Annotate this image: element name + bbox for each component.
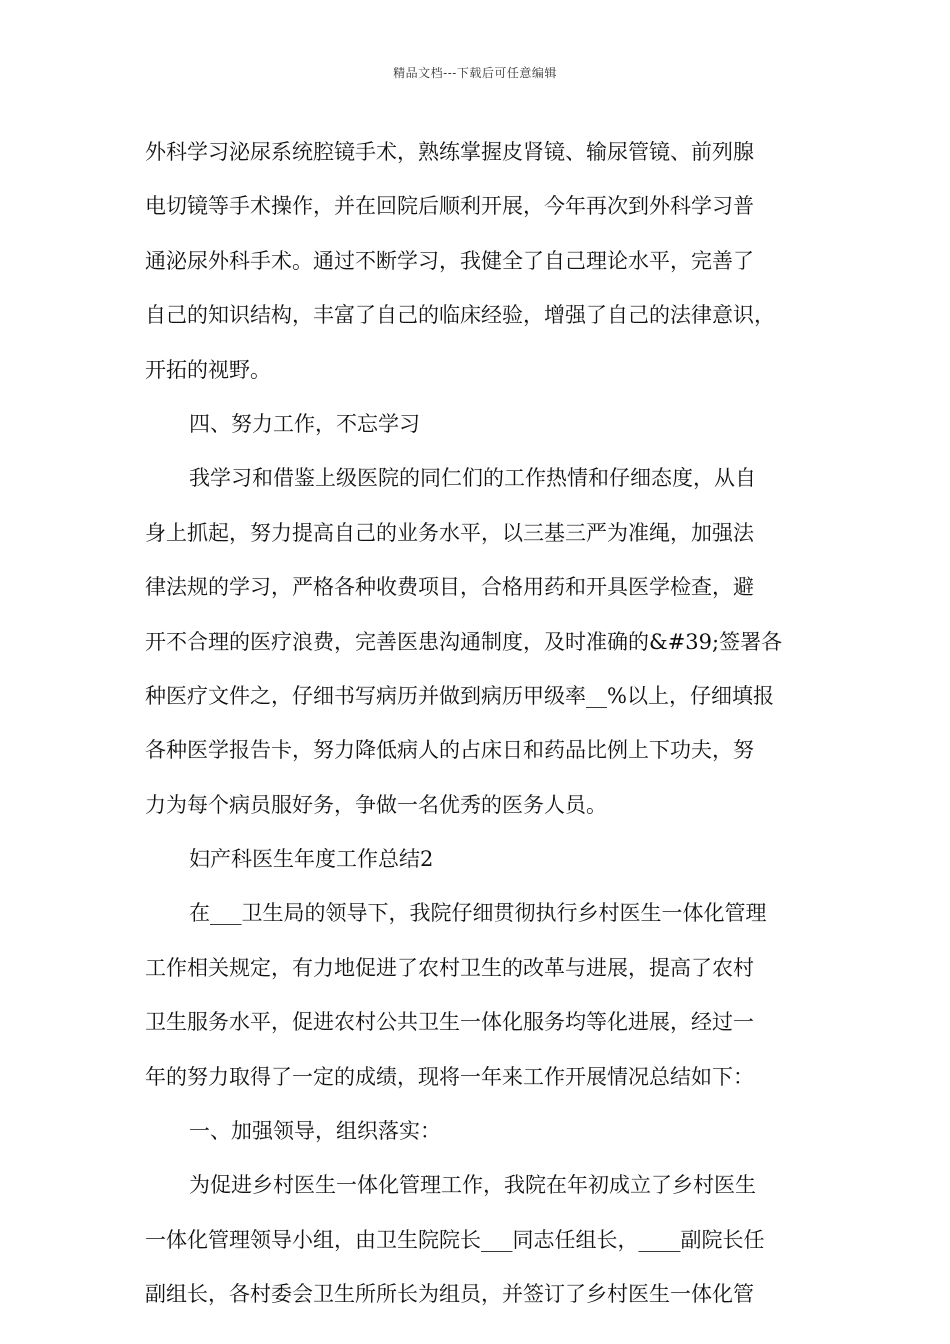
paragraph-line: 开拓的视野。 [145, 357, 271, 382]
paragraph-line: 身上抓起，努力提高自己的业务水平，以三基三严为准绳，加强法 [145, 520, 754, 545]
paragraph-line: 在___卫生局的领导下，我院仔细贯彻执行乡村医生一体化管理 [189, 901, 767, 926]
paragraph-line: 力为每个病员服好务，争做一名优秀的医务人员。 [145, 792, 607, 817]
paragraph-line: 副组长，各村委会卫生所所长为组员，并签订了乡村医生一体化管 [145, 1282, 754, 1307]
paragraph-line: 外科学习泌尿系统腔镜手术，熟练掌握皮肾镜、输尿管镜、前列腺 [145, 140, 754, 164]
page-header: 精品文档---下载后可任意编辑 [393, 66, 557, 80]
section-heading: 一、加强领导，组织落实： [189, 1119, 441, 1144]
paragraph-line: 为促进乡村医生一体化管理工作，我院在年初成立了乡村医生 [189, 1173, 756, 1198]
paragraph-line: 通泌尿外科手术。通过不断学习，我健全了自己理论水平，完善了 [145, 248, 754, 273]
paragraph-line: 电切镜等手术操作，并在回院后顺利开展，今年再次到外科学习普 [145, 194, 754, 219]
paragraph-line: 卫生服务水平，促进农村公共卫生一体化服务均等化进展，经过一 [145, 1010, 754, 1035]
paragraph-line: 律法规的学习，严格各种收费项目，合格用药和开具医学检查，避 [145, 575, 754, 600]
document-body [145, 129, 825, 1326]
paragraph-line: 工作相关规定，有力地促进了农村卫生的改革与进展，提高了农村 [145, 955, 754, 980]
paragraph-line: 一体化管理领导小组，由卫生院院长___同志任组长，____副院长任 [145, 1227, 765, 1252]
section-heading: 四、努力工作，不忘学习 [189, 411, 420, 436]
paragraph-line: 各种医学报告卡，努力降低病人的占床日和药品比例上下功夫，努 [145, 738, 754, 763]
paragraph-line: 种医疗文件之，仔细书写病历并做到病历甲级率__%以上，仔细填报 [145, 683, 774, 708]
paragraph-line: 自己的知识结构，丰富了自己的临床经验，增强了自己的法律意识， [145, 303, 775, 328]
paragraph-line: 我学习和借鉴上级医院的同仁们的工作热情和仔细态度，从自 [189, 466, 756, 491]
paragraph-line: 开不合理的医疗浪费，完善医患沟通制度，及时准确的&#39;签署各 [145, 629, 783, 654]
document-title: 妇产科医生年度工作总结2 [189, 847, 434, 872]
paragraph-line: 年的努力取得了一定的成绩，现将一年来工作开展情况总结如下： [145, 1064, 754, 1089]
